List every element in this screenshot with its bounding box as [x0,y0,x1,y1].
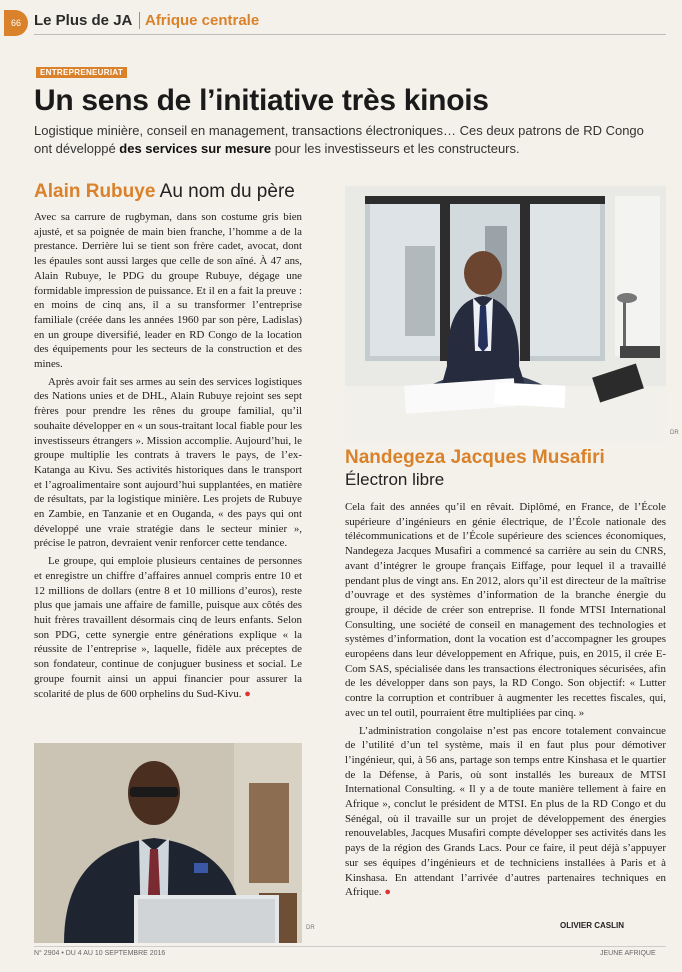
laptop-portrait-illustration [34,743,302,943]
profile1-paragraph-3-text: Le groupe, qui emploie plusieurs centaines de personnes et enregistre un chiffre d’affaires annuel compris entre 10 et 12 millions de dollars (entre 8 et 10 millions d’euros), reste plus que jamais une affaire de famille, puisque aux côtés des huit frères travaillent désormais cinq de leurs enfants. Selon son PDG, cette synergie entre générations explique « la réussite de l’entreprise », laquelle, fidèle aux préceptes de son fondateur, continue de conjuguer business et social. Le groupe fournit ainsi un appui financier pour assurer la scolarité de plus de 600 orphelins du Sud-Kivu. [34,555,302,700]
section-header [34,12,259,29]
article-lead [34,122,664,158]
end-mark-icon: ● [384,886,391,899]
profile2-paragraph-1: Cela fait des années qu’il en rêvait. Diplômé, en France, de l’École supérieure d’ingénieurs en génie électrique, de l’École nationale des télécommunications et de l’École supérieure des sciences économiques, Nandegeza Jacques Musafiri a commencé sa carrière au sein du CNRS, avant d’intégrer le groupe français Eiffage, pour lequel il a travaillé pendant plus de vingt ans. En 2012, alors qu’il est directeur de la maîtrise d’ouvrage et des systèmes d’information de la branche énergie du groupe, il décide de créer son entreprise. Il fonde MTSI International Consulting, une société de conseil en management des technologies et systèmes d’information, dont la vocation est d’accompagner les groupes européens dans leur développement en Afrique, puis, en 2015, il crée E-Com SAS, spécialisée dans les transactions électroniques sécurisées, afin de les développer dans son pays, la RD Congo. Son objectif: « Lutter contre la corruption et contribuer à augmenter les recettes fiscales, qui, avec un tel outil, pourraient être multipliées par cinq. » [345,501,666,719]
photo-rubuye [34,743,302,943]
footer-rule [34,946,666,947]
photo-musafiri [345,186,666,443]
profile1-paragraph-1: Avec sa carrure de rugbyman, dans son costume gris bien ajusté, et sa poignée de main bien franche, l’homme a de la prestance. Derrière lui se tient son frère cadet, avocat, dont les épaules sont aussi larges que celle de son aîné. À 47 ans, Alain Rubuye, le PDG du groupe Rubuye, dégage une formidable impression de puissance. Et il en a fait la preuve : en moins de cinq ans, il a su transformer l’entreprise familiale (créée dans les années 1960 par son père, Ladislas) en un groupe diversifié, leader en RD Congo de la location des équipements pour les secteurs de la construction et des mines. [34,211,302,371]
office-portrait-illustration [345,186,666,443]
section-subtitle: Afrique centrale [139,12,259,29]
lead-text-1: Logistique minière, conseil en management, transactions électroniques… Ces deux patrons de RD Congo ont développé [34,123,644,156]
lead-bold: des services sur mesure [119,141,272,156]
profile2-tagline: Électron libre [345,470,445,489]
section-title: Le Plus de JA [34,12,132,29]
profile2-name: Nandegeza Jacques Musafiri [345,447,605,468]
photo1-credit: DR [670,430,679,436]
lead-text-2: pour les investisseurs et les constructeurs. [271,141,520,156]
profile1-paragraph-3 [34,554,302,701]
profile2-body [345,500,666,903]
profile1-body [34,210,302,704]
end-mark-icon: ● [244,687,251,700]
footer-publication: JEUNE AFRIQUE [600,950,656,957]
author-byline: OLIVIER CASLIN [560,921,625,930]
profile1-paragraph-2: Après avoir fait ses armes au sein des services logistiques des Nations unies et de DHL, Alain Rubuye rejoint ses sept frères pour prendre les rênes du groupe familial, qu’il souhaite développer en « un sous-traitant local fiable pour les investisseurs étrangers ». Mission accomplie. Aujourd’hui, le groupe multiplie les contrats à travers le pays, de l’ex-Katanga au Kivu. Ses activités historiques dans le transport et l’agroalimentaire sont aujourd’hui supplantées, en matière de résultats, par la logistique minière. Les projets de Rubuye en Zambie, en Tanzanie et en Ouganda, « des pays qui ont développé une vraie stratégie dans le secteur minier », précise le patron, devraient venir renforcer cette tendance. [34,375,302,550]
page-number: 66 [4,10,28,36]
header-rule [34,34,666,35]
profile1-tagline: Au nom du père [159,181,295,202]
profile2-paragraph-2-text: L’administration congolaise n’est pas encore totalement convaincue de l’utilité d’un tel système, mais il en faut plus pour démotiver l’ingénieur, qui, à 56 ans, partage son temps entre Kinshasa et le quartier de la Défense, à Paris, où sont installés les bureaux de MTSI International Consulting. « Il y a de toute manière tellement à faire en Afrique », conclut le président de MTSI. En plus de la RD Congo et du Sénégal, où il travaille sur un projet de développement des énergies renouvelables, Jacques Musafiri compte développer ses activités dans les pays de la région des Grands Lacs. Pour ce faire, il peut déjà s’appuyer sur ses équipes d’ingénieurs et de techniciens installées à Paris et à Kinshasa. En attendant l’arrivée d’autres partenaires techniques en Afrique. [345,724,666,899]
article-title: Un sens de l’initiative très kinois [34,84,489,117]
footer-issue: N° 2904 • DU 4 AU 10 SEPTEMBRE 2016 [34,950,166,957]
photo2-credit: DR [306,925,315,931]
profile1-name: Alain Rubuye [34,181,156,202]
profile1-heading [34,181,295,203]
category-badge: ENTREPRENEURIAT [36,67,127,78]
profile2-paragraph-2 [345,724,666,900]
